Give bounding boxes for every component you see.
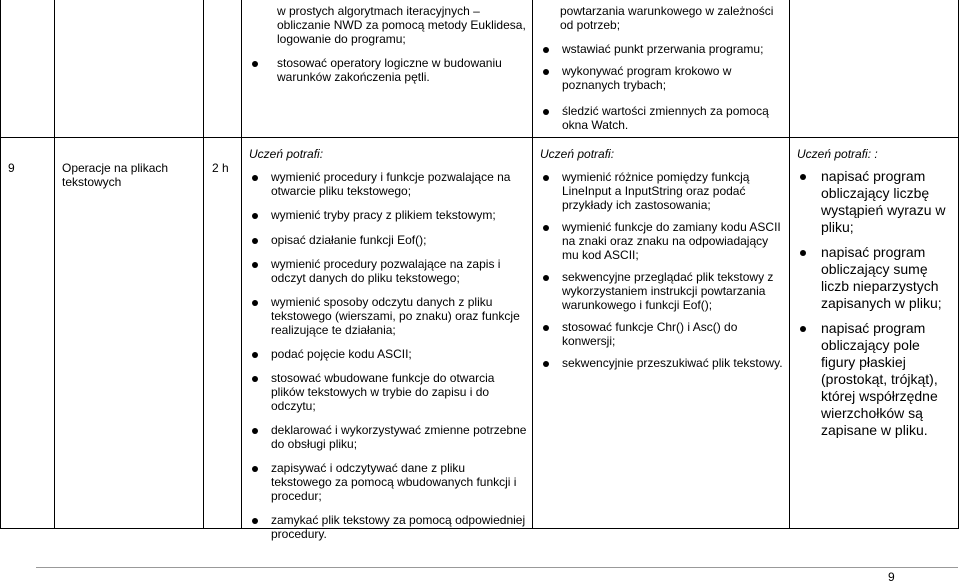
top-col3-item: stosować operatory logiczne w budowaniu warunków zakończenia pętli. (249, 56, 527, 84)
table-divider-4 (532, 0, 533, 528)
footer-rule (36, 567, 958, 568)
col3-item: stosować wbudowane funkcje do otwarcia plików tekstowych w trybie do zapisu i do odczytu; (249, 371, 529, 413)
top-col3-item: w prostych algorytmach iteracyjnych – obliczanie NWD za pomocą metody Euklidesa, logowanie do programu; (277, 4, 526, 46)
table-divider-3 (241, 0, 242, 528)
col3-cell (249, 147, 529, 541)
col3-item: wymienić procedury i funkcje pozwalające na otwarcie pliku tekstowego; (249, 170, 529, 198)
col3-item: wymienić procedury pozwalające na zapis i odczyt danych do pliku tekstowego; (249, 257, 529, 285)
col5-cell (797, 147, 955, 447)
col3-heading: Uczeń potrafi: (249, 147, 324, 161)
col3-item: deklarować i wykorzystywać zmienne potrzebne do obsługi pliku; (249, 423, 529, 451)
top-col4-item: wstawiać punkt przerwania programu; (540, 42, 784, 56)
top-col4-cell (540, 4, 784, 140)
topic: Operacje na plikach tekstowych (62, 161, 169, 189)
col3-item: zapisywać i odczytywać dane z pliku tekstowego za pomocą wbudowanych funkcji i procedur; (249, 461, 529, 503)
col5-heading: Uczeń potrafi: : (797, 147, 878, 161)
col4-item: stosować funkcje Chr() i Asc() do konwersji; (540, 320, 786, 348)
col4-item: wymienić funkcje do zamiany kodu ASCII na znaki oraz znaku na odpowiadający mu kod ASCII; (540, 220, 786, 262)
row-number: 9 (8, 161, 15, 175)
col5-item: napisać program obliczający liczbę wystąpień wyrazu w pliku; (797, 168, 955, 236)
top-col4-lead: powtarzania warunkowego w zależności od potrzeb; (560, 4, 774, 32)
table-divider-1 (54, 0, 55, 528)
top-col4-item: wykonywać program krokowo w poznanych trybach; (540, 64, 784, 92)
col3-item: wymienić tryby pracy z plikiem tekstowym; (249, 208, 529, 222)
row-separator (0, 137, 959, 138)
col5-item: napisać program obliczający pole figury płaskiej (prostokąt, trójkąt), której współrzędne wierzchołków są zapisane w pliku. (797, 320, 955, 439)
col3-item: wymienić sposoby odczytu danych z pliku tekstowego (wierszami, po znaku) oraz funkcje realizujące te działania; (249, 295, 529, 337)
table-border-left (0, 0, 1, 528)
top-col3-cell (249, 4, 527, 92)
table-divider-2 (203, 0, 204, 528)
col4-cell (540, 147, 786, 378)
col3-item: zamykać plik tekstowy za pomocą odpowiedniej procedury. (249, 513, 529, 541)
col3-item: podać pojęcie kodu ASCII; (249, 347, 529, 361)
table-border-right (958, 0, 959, 528)
col4-item: wymienić różnice pomiędzy funkcją LineInput a InputString oraz podać przykłady ich zastosowania; (540, 170, 786, 212)
col5-item: napisać program obliczający sumę liczb nieparzystych zapisanych w pliku; (797, 244, 955, 312)
col4-item: sekwencyjnie przeszukiwać plik tekstowy. (540, 356, 786, 370)
table-divider-5 (789, 0, 790, 528)
col4-heading: Uczeń potrafi: (540, 147, 615, 161)
col4-item: sekwencyjne przeglądać plik tekstowy z wykorzystaniem instrukcji powtarzania warunkowego i funkcji Eof(); (540, 270, 786, 312)
hours: 2 h (212, 161, 229, 175)
top-col4-item: śledzić wartości zmiennych za pomocą okna Watch. (540, 104, 784, 132)
page-number: 9 (888, 570, 895, 584)
col3-item: opisać działanie funkcji Eof(); (249, 233, 529, 247)
